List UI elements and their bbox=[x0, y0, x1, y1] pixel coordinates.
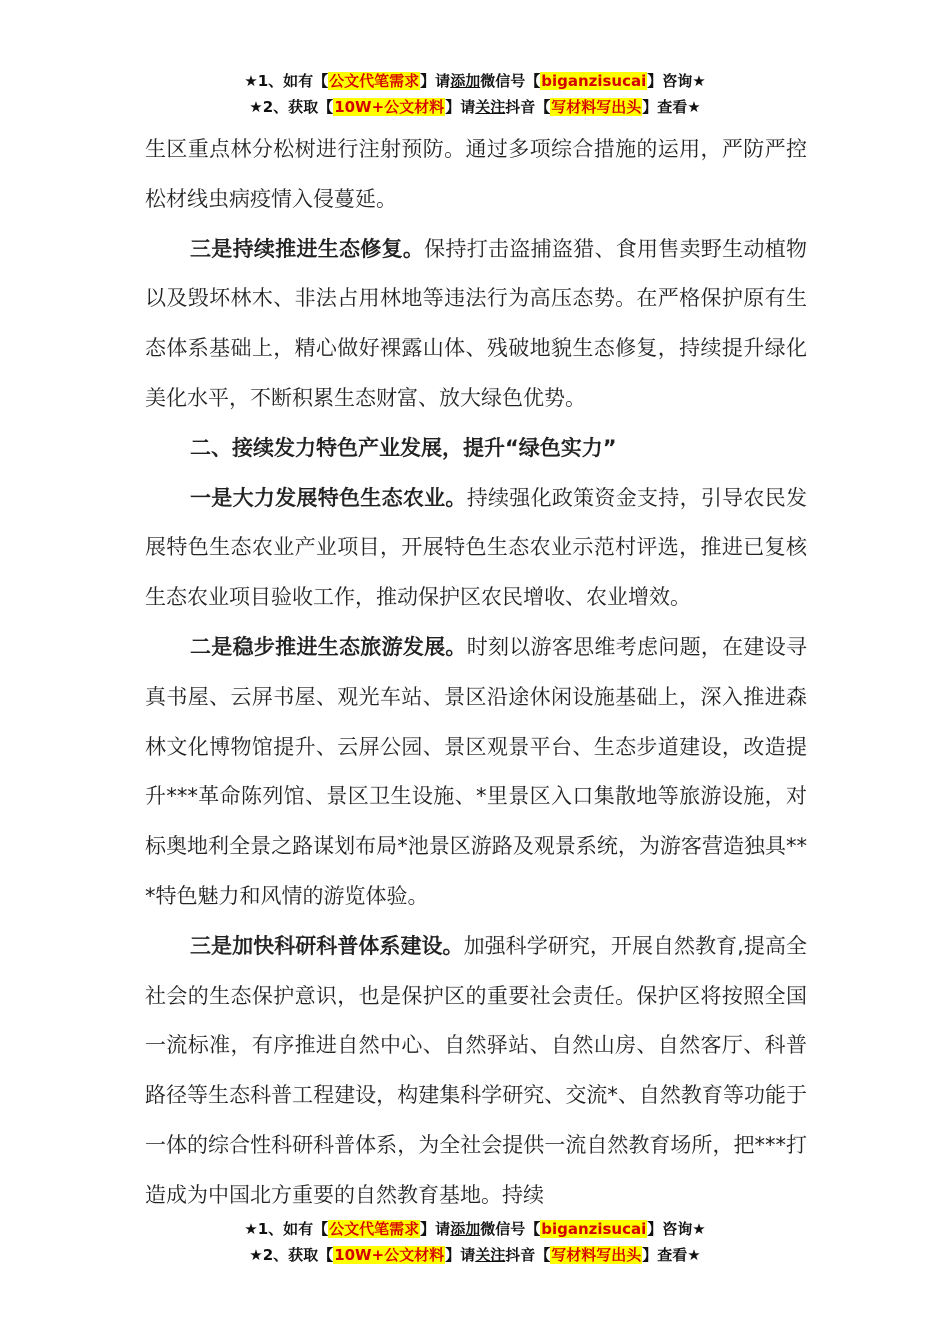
paragraph bbox=[145, 125, 807, 225]
highlight-text: 公文代笔需求 bbox=[329, 72, 420, 90]
underlined-text: 关注 bbox=[475, 98, 506, 116]
underlined-text: 添加 bbox=[450, 1220, 481, 1238]
banner-line-2 bbox=[0, 94, 950, 120]
paragraph-text: 保持打击盗捕盗猎、食用售卖野生动植物以及毁坏林木、非法占用林地等违法行为高压态势。在严格保护原有生态体系基础上，精心做好裸露山体、残破地貌生态修复，持续提升绿化美化水平，不断积累生态财富、放大绿色优势。 bbox=[145, 236, 808, 410]
footer-banner bbox=[0, 1216, 950, 1268]
paragraph-lead: 二是稳步推进生态旅游发展。 bbox=[190, 634, 467, 659]
paragraph-lead: 三是加快科研科普体系建设。 bbox=[190, 933, 464, 958]
banner-text: 抖音【 bbox=[505, 98, 551, 116]
banner-text: 】请 bbox=[445, 98, 476, 116]
paragraph-text: 生区重点林分松树进行注射预防。通过多项综合措施的运用，严防严控松材线虫病疫情入侵蔓延。 bbox=[145, 137, 807, 211]
highlight-text: biganzisucai bbox=[541, 1220, 647, 1238]
paragraph-text: 时刻以游客思维考虑问题，在建设寻真书屋、云屏书屋、观光车站、景区沿途休闲设施基础上，深入推进森林文化博物馆提升、云屏公园、景区观景平台、生态步道建设，改造提升***革命陈列馆、景区卫生设施、*里景区入口集散地等旅游设施，对标奥地利全景之路谋划布局*池景区游路及观景系统，为游客营造独具***特色魅力和风情的游览体验。 bbox=[145, 634, 808, 908]
banner-text: ★1、如有【 bbox=[244, 72, 329, 90]
highlight-text: biganzisucai bbox=[541, 72, 647, 90]
highlight-text: 10W+公文材料 bbox=[334, 1246, 445, 1264]
underlined-text: 添加 bbox=[450, 72, 481, 90]
banner-text: ★2、获取【 bbox=[249, 1246, 334, 1264]
highlight-text: 10W+公文材料 bbox=[334, 98, 445, 116]
paragraph bbox=[145, 225, 807, 424]
banner-text: 】请 bbox=[445, 1246, 476, 1264]
banner-text: 微信号【 bbox=[480, 1220, 541, 1238]
highlight-text: 写材料写出头 bbox=[551, 98, 642, 116]
banner-text: 】查看★ bbox=[642, 1246, 701, 1264]
document-body bbox=[145, 125, 807, 1221]
section-heading bbox=[145, 424, 807, 474]
paragraph-text: 持续强化政策资金支持，引导农民发展特色生态农业产业项目，开展特色生态农业示范村评选，推进已复核生态农业项目验收工作，推动保护区农民增收、农业增效。 bbox=[145, 485, 808, 610]
paragraph-lead: 三是持续推进生态修复。 bbox=[190, 236, 425, 261]
banner-text: ★2、获取【 bbox=[249, 98, 334, 116]
banner-text: 】咨询★ bbox=[647, 72, 706, 90]
banner-text: 微信号【 bbox=[480, 72, 541, 90]
banner-text: 】咨询★ bbox=[647, 1220, 706, 1238]
banner-text: 】查看★ bbox=[642, 98, 701, 116]
heading-text: 二、接续发力特色产业发展，提升“绿色实力” bbox=[190, 435, 617, 460]
highlight-text: 写材料写出头 bbox=[551, 1246, 642, 1264]
paragraph-lead: 一是大力发展特色生态农业。 bbox=[190, 485, 467, 510]
banner-text: 抖音【 bbox=[505, 1246, 551, 1264]
banner-line-1 bbox=[0, 68, 950, 94]
banner-line-1 bbox=[0, 1216, 950, 1242]
banner-text: ★1、如有【 bbox=[244, 1220, 329, 1238]
paragraph bbox=[145, 474, 807, 623]
header-banner bbox=[0, 68, 950, 120]
banner-line-2 bbox=[0, 1242, 950, 1268]
banner-text: 】请 bbox=[420, 1220, 451, 1238]
underlined-text: 关注 bbox=[475, 1246, 506, 1264]
banner-text: 】请 bbox=[420, 72, 451, 90]
paragraph-text: 加强科学研究，开展自然教育,提高全社会的生态保护意识，也是保护区的重要社会责任。保护区将按照全国一流标准，有序推进自然中心、自然驿站、自然山房、自然客厅、科普路径等生态科普工程建设，构建集科学研究、交流*、自然教育等功能于一体的综合性科研科普体系，为全社会提供一流自然教育场所，把***打造成为中国北方重要的自然教育基地。持续 bbox=[145, 933, 807, 1207]
paragraph bbox=[145, 623, 807, 922]
highlight-text: 公文代笔需求 bbox=[329, 1220, 420, 1238]
paragraph bbox=[145, 922, 807, 1221]
